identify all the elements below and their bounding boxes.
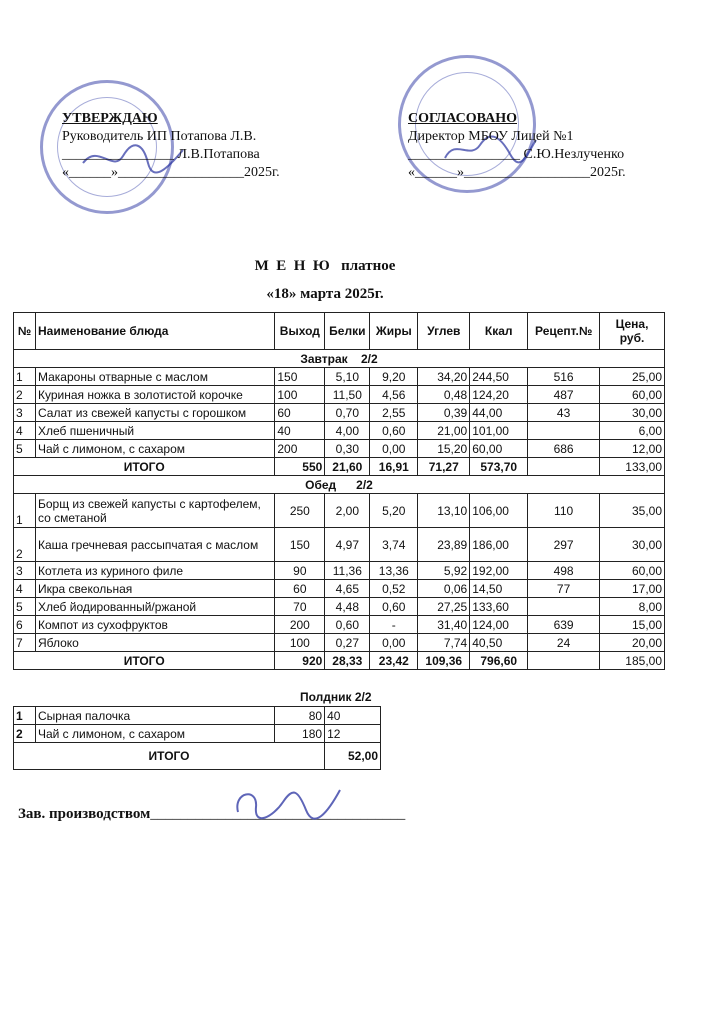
total-recipe xyxy=(528,458,600,476)
fat-cell: 2,55 xyxy=(370,404,418,422)
total-price: 133,00 xyxy=(600,458,665,476)
price-cell: 30,00 xyxy=(600,404,665,422)
section-title: Завтрак 2/2 xyxy=(14,350,665,368)
row-num: 4 xyxy=(14,580,36,598)
fat-cell: 4,56 xyxy=(370,386,418,404)
row-num: 1 xyxy=(14,707,36,725)
protein-cell: 4,48 xyxy=(325,598,370,616)
recipe-cell xyxy=(528,598,600,616)
total-label: ИТОГО xyxy=(14,458,275,476)
dish-name: Макароны отварные с маслом xyxy=(35,368,274,386)
kcal-cell: 101,00 xyxy=(470,422,528,440)
table-row xyxy=(14,422,665,440)
footer-label: Зав. производством xyxy=(18,806,151,822)
fat-cell: 3,74 xyxy=(370,528,418,562)
price-cell: 60,00 xyxy=(600,562,665,580)
table-row xyxy=(14,386,665,404)
carbs-cell: 5,92 xyxy=(418,562,470,580)
dish-name: Борщ из свежей капусты с картофелем, со сметаной xyxy=(35,494,274,528)
carbs-cell: 0,06 xyxy=(418,580,470,598)
kcal-cell: 60,00 xyxy=(470,440,528,458)
dish-name: Хлеб йодированный/ржаной xyxy=(35,598,274,616)
protein-cell: 11,50 xyxy=(325,386,370,404)
kcal-cell: 124,00 xyxy=(470,616,528,634)
yield-cell: 90 xyxy=(275,562,325,580)
dish-name: Каша гречневая рассыпчатая с маслом xyxy=(35,528,274,562)
total-kcal: 796,60 xyxy=(470,652,528,670)
carbs-cell: 15,20 xyxy=(418,440,470,458)
row-num: 2 xyxy=(14,725,36,743)
table-row xyxy=(14,368,665,386)
agree-block xyxy=(408,110,626,182)
fat-cell: 0,60 xyxy=(370,598,418,616)
protein-cell: 0,27 xyxy=(325,634,370,652)
row-num: 2 xyxy=(14,386,36,404)
agree-title: СОГЛАСОВАНО xyxy=(408,111,517,126)
fat-cell: - xyxy=(370,616,418,634)
recipe-cell: 516 xyxy=(528,368,600,386)
approve-position: Руководитель ИП Потапова Л.В. xyxy=(62,129,257,144)
yield-cell: 60 xyxy=(275,580,325,598)
fat-cell: 0,00 xyxy=(370,440,418,458)
header-recipe: Рецепт.№ xyxy=(528,313,600,350)
total-row xyxy=(14,458,665,476)
row-num: 1 xyxy=(14,368,36,386)
total-fat: 16,91 xyxy=(370,458,418,476)
kcal-cell: 106,00 xyxy=(470,494,528,528)
total-row xyxy=(14,743,381,770)
kcal-cell: 40,50 xyxy=(470,634,528,652)
protein-cell: 4,00 xyxy=(325,422,370,440)
price-cell: 40 xyxy=(325,707,381,725)
menu-date: «18» марта 2025г. xyxy=(266,286,384,302)
snack-section-title: Полдник 2/2 xyxy=(300,690,372,704)
snack-table xyxy=(13,706,381,770)
kcal-cell: 133,60 xyxy=(470,598,528,616)
table-row xyxy=(14,725,381,743)
row-num: 5 xyxy=(14,440,36,458)
total-price: 52,00 xyxy=(325,743,381,770)
header-fat: Жиры xyxy=(370,313,418,350)
protein-cell: 11,36 xyxy=(325,562,370,580)
carbs-cell: 0,39 xyxy=(418,404,470,422)
table-row xyxy=(14,580,665,598)
recipe-cell: 24 xyxy=(528,634,600,652)
header-carbs: Углев xyxy=(418,313,470,350)
row-num: 2 xyxy=(14,528,36,562)
table-row xyxy=(14,598,665,616)
table-row xyxy=(14,616,665,634)
footer-signature xyxy=(228,782,348,828)
dish-name: Салат из свежей капусты с горошком xyxy=(35,404,274,422)
total-carbs: 71,27 xyxy=(418,458,470,476)
agree-position: Директор МБОУ Лицей №1 xyxy=(408,129,574,144)
header-yield: Выход xyxy=(275,313,325,350)
dish-name: Котлета из куриного филе xyxy=(35,562,274,580)
dish-name: Куриная ножка в золотистой корочке xyxy=(35,386,274,404)
recipe-cell: 487 xyxy=(528,386,600,404)
table-header-row xyxy=(14,313,665,350)
carbs-cell: 23,89 xyxy=(418,528,470,562)
carbs-cell: 7,74 xyxy=(418,634,470,652)
carbs-cell: 0,48 xyxy=(418,386,470,404)
recipe-cell xyxy=(528,422,600,440)
dish-name: Компот из сухофруктов xyxy=(35,616,274,634)
price-cell: 30,00 xyxy=(600,528,665,562)
table-row xyxy=(14,707,381,725)
carbs-cell: 21,00 xyxy=(418,422,470,440)
row-num: 7 xyxy=(14,634,36,652)
yield-cell: 70 xyxy=(275,598,325,616)
dish-name: Яблоко xyxy=(35,634,274,652)
kcal-cell: 14,50 xyxy=(470,580,528,598)
fat-cell: 0,52 xyxy=(370,580,418,598)
protein-cell: 4,65 xyxy=(325,580,370,598)
carbs-cell: 13,10 xyxy=(418,494,470,528)
fat-cell: 13,36 xyxy=(370,562,418,580)
price-cell: 12 xyxy=(325,725,381,743)
total-yield: 550 xyxy=(275,458,325,476)
yield-cell: 80 xyxy=(275,707,325,725)
protein-cell: 0,60 xyxy=(325,616,370,634)
yield-cell: 200 xyxy=(275,616,325,634)
approve-block xyxy=(62,110,280,182)
carbs-cell: 31,40 xyxy=(418,616,470,634)
price-cell: 6,00 xyxy=(600,422,665,440)
total-protein: 21,60 xyxy=(325,458,370,476)
fat-cell: 9,20 xyxy=(370,368,418,386)
price-cell: 12,00 xyxy=(600,440,665,458)
yield-cell: 200 xyxy=(275,440,325,458)
recipe-cell: 639 xyxy=(528,616,600,634)
fat-cell: 0,00 xyxy=(370,634,418,652)
table-row xyxy=(14,494,665,528)
kcal-cell: 186,00 xyxy=(470,528,528,562)
price-cell: 8,00 xyxy=(600,598,665,616)
table-row xyxy=(14,562,665,580)
yield-cell: 60 xyxy=(275,404,325,422)
table-row xyxy=(14,404,665,422)
total-kcal: 573,70 xyxy=(470,458,528,476)
recipe-cell: 297 xyxy=(528,528,600,562)
price-cell: 15,00 xyxy=(600,616,665,634)
recipe-cell: 110 xyxy=(528,494,600,528)
row-num: 3 xyxy=(14,404,36,422)
price-cell: 60,00 xyxy=(600,386,665,404)
recipe-cell: 43 xyxy=(528,404,600,422)
protein-cell: 0,70 xyxy=(325,404,370,422)
dish-name: Чай с лимоном, с сахаром xyxy=(35,440,274,458)
recipe-cell: 498 xyxy=(528,562,600,580)
header-dish: Наименование блюда xyxy=(35,313,274,350)
approve-title: УТВЕРЖДАЮ xyxy=(62,111,158,126)
table-row xyxy=(14,634,665,652)
protein-cell: 0,30 xyxy=(325,440,370,458)
yield-cell: 150 xyxy=(275,368,325,386)
row-num: 1 xyxy=(14,494,36,528)
total-recipe xyxy=(528,652,600,670)
dish-name: Хлеб пшеничный xyxy=(35,422,274,440)
row-num: 4 xyxy=(14,422,36,440)
agree-date: «______»__________________2025г. xyxy=(408,165,626,180)
kcal-cell: 44,00 xyxy=(470,404,528,422)
protein-cell: 2,00 xyxy=(325,494,370,528)
recipe-cell: 686 xyxy=(528,440,600,458)
header-protein: Белки xyxy=(325,313,370,350)
recipe-cell: 77 xyxy=(528,580,600,598)
kcal-cell: 192,00 xyxy=(470,562,528,580)
carbs-cell: 27,25 xyxy=(418,598,470,616)
total-carbs: 109,36 xyxy=(418,652,470,670)
row-num: 5 xyxy=(14,598,36,616)
approve-date: «______»__________________2025г. xyxy=(62,165,280,180)
kcal-cell: 124,20 xyxy=(470,386,528,404)
fat-cell: 0,60 xyxy=(370,422,418,440)
menu-table xyxy=(13,312,665,670)
total-yield: 920 xyxy=(275,652,325,670)
header-kcal: Ккал xyxy=(470,313,528,350)
dish-name: Икра свекольная xyxy=(35,580,274,598)
dish-name: Сырная палочка xyxy=(35,707,274,725)
total-row xyxy=(14,652,665,670)
total-price: 185,00 xyxy=(600,652,665,670)
yield-cell: 100 xyxy=(275,386,325,404)
price-cell: 25,00 xyxy=(600,368,665,386)
header-price: Цена, руб. xyxy=(600,313,665,350)
header-num: № xyxy=(14,313,36,350)
total-label: ИТОГО xyxy=(14,743,325,770)
protein-cell: 4,97 xyxy=(325,528,370,562)
section-title: Обед 2/2 xyxy=(14,476,665,494)
total-fat: 23,42 xyxy=(370,652,418,670)
row-num: 6 xyxy=(14,616,36,634)
yield-cell: 150 xyxy=(275,528,325,562)
table-row xyxy=(14,440,665,458)
price-cell: 17,00 xyxy=(600,580,665,598)
total-label: ИТОГО xyxy=(14,652,275,670)
menu-title: М Е Н Ю платное xyxy=(254,258,396,274)
agree-signatory: ________________ С.Ю.Незлученко xyxy=(408,147,625,162)
yield-cell: 180 xyxy=(275,725,325,743)
protein-cell: 5,10 xyxy=(325,368,370,386)
section-lunch xyxy=(14,476,665,494)
total-protein: 28,33 xyxy=(325,652,370,670)
yield-cell: 250 xyxy=(275,494,325,528)
section-breakfast xyxy=(14,350,665,368)
yield-cell: 100 xyxy=(275,634,325,652)
row-num: 3 xyxy=(14,562,36,580)
price-cell: 20,00 xyxy=(600,634,665,652)
dish-name: Чай с лимоном, с сахаром xyxy=(35,725,274,743)
footer-signature-line: __________________________________ xyxy=(150,806,406,822)
price-cell: 35,00 xyxy=(600,494,665,528)
table-row xyxy=(14,528,665,562)
carbs-cell: 34,20 xyxy=(418,368,470,386)
kcal-cell: 244,50 xyxy=(470,368,528,386)
yield-cell: 40 xyxy=(275,422,325,440)
fat-cell: 5,20 xyxy=(370,494,418,528)
approve-signatory: ________________ Л.В.Потапова xyxy=(62,147,260,162)
